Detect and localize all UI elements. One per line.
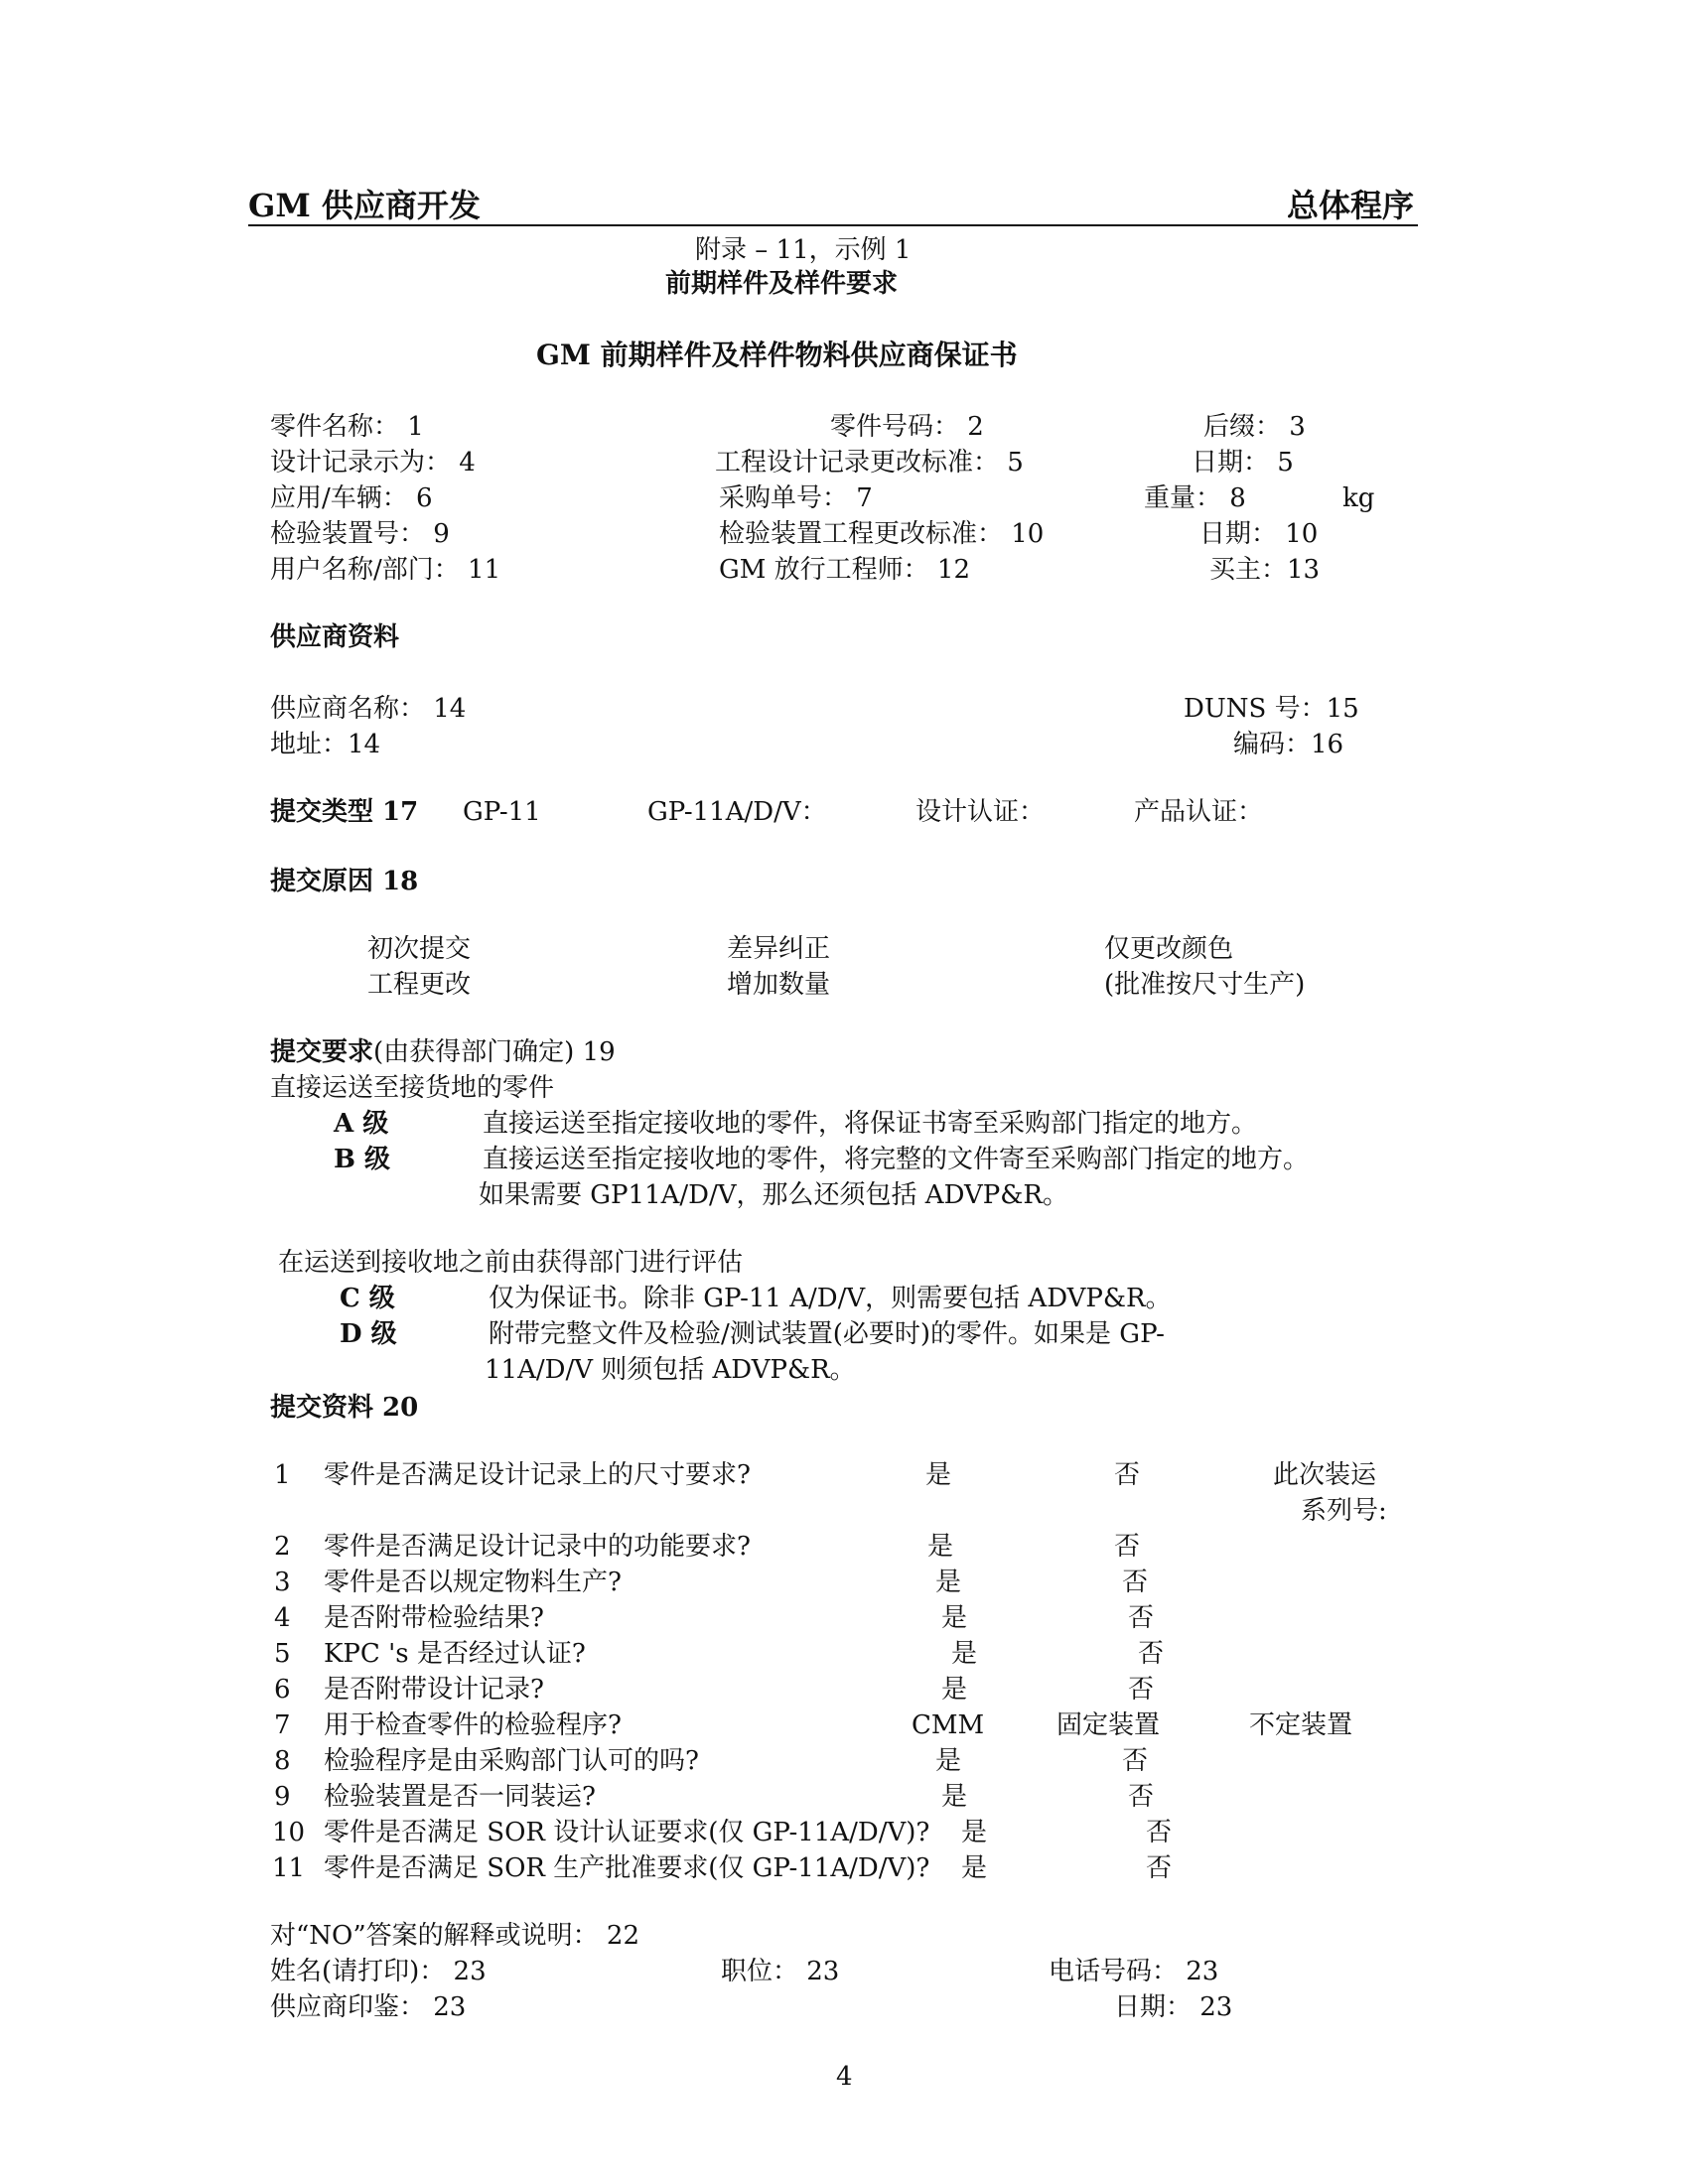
q1-no: 否 — [1114, 1460, 1141, 1490]
q1-text: 零件是否满足设计记录上的尺寸要求? — [324, 1460, 751, 1490]
q7-variable-fixture: 不定装置 — [1249, 1710, 1353, 1740]
date-field-2: 日期： 10 — [1199, 519, 1319, 549]
level-a-text: 直接运送至指定接收地的零件，将保证书寄至采购部门指定的地方。 — [483, 1109, 1258, 1139]
q9-number: 9 — [274, 1782, 291, 1812]
reason-color-only: 仅更改颜色 — [1104, 934, 1234, 964]
q1-shipment-label: 此次装运 — [1273, 1460, 1377, 1490]
design-record-field: 设计记录示为： 4 — [270, 448, 476, 478]
q5-no: 否 — [1138, 1639, 1165, 1669]
submission-data-label: 提交资料 20 — [270, 1393, 419, 1423]
q6-yes: 是 — [941, 1675, 968, 1705]
header-rule — [248, 224, 1418, 226]
q1-yes: 是 — [925, 1460, 952, 1490]
q11-number: 11 — [272, 1853, 306, 1883]
q11-yes: 是 — [961, 1853, 988, 1883]
q5-text: KPC 's 是否经过认证? — [324, 1639, 586, 1669]
q3-no: 否 — [1122, 1568, 1149, 1597]
pre-ship-heading: 在运送到接收地之前由获得部门进行评估 — [278, 1248, 744, 1278]
position-field: 职位： 23 — [721, 1957, 840, 1986]
q7-text: 用于检查零件的检验程序? — [324, 1710, 622, 1740]
q9-yes: 是 — [941, 1782, 968, 1812]
checking-aid-field: 检验装置号： 9 — [270, 519, 450, 549]
q3-number: 3 — [274, 1568, 291, 1597]
q9-text: 检验装置是否一同装运? — [324, 1782, 596, 1812]
q8-number: 8 — [274, 1746, 291, 1776]
po-number-field: 采购单号： 7 — [719, 483, 873, 513]
supplier-name-field: 供应商名称： 14 — [270, 694, 467, 724]
q10-number: 10 — [272, 1818, 306, 1847]
reason-initial: 初次提交 — [367, 934, 472, 964]
weight-field: 重量： 8 — [1144, 483, 1246, 513]
q5-number: 5 — [274, 1639, 291, 1669]
level-b-text-2: 如果需要 GP11A/D/V，那么还须包括 ADVP&R。 — [479, 1180, 1068, 1210]
part-number-field: 零件号码： 2 — [830, 412, 984, 442]
requirements-heading — [270, 1036, 616, 1068]
aid-change-level-field: 检验装置工程更改标准： 10 — [719, 519, 1045, 549]
q6-number: 6 — [274, 1675, 291, 1705]
q6-text: 是否附带设计记录? — [324, 1675, 544, 1705]
q1-number: 1 — [274, 1460, 291, 1490]
q4-number: 4 — [274, 1603, 291, 1633]
part-name-field: 零件名称： 1 — [270, 412, 424, 442]
weight-unit: kg — [1342, 483, 1375, 513]
page-number: 4 — [836, 2062, 853, 2092]
q8-text: 检验程序是由采购部门认可的吗? — [324, 1746, 699, 1776]
q10-no: 否 — [1146, 1818, 1173, 1847]
address-field: 地址：14 — [270, 730, 381, 759]
level-d-text-2: 11A/D/V 则须包括 ADVP&R。 — [485, 1355, 856, 1385]
direct-ship-heading: 直接运送至接货地的零件 — [270, 1073, 555, 1103]
q2-no: 否 — [1114, 1532, 1141, 1562]
q7-number: 7 — [274, 1710, 291, 1740]
level-b-text: 直接运送至指定接收地的零件，将完整的文件寄至采购部门指定的地方。 — [483, 1145, 1310, 1174]
requirements-label: 提交要求 — [270, 1037, 374, 1067]
q4-text: 是否附带检验结果? — [324, 1603, 544, 1633]
q2-text: 零件是否满足设计记录中的功能要求? — [324, 1532, 751, 1562]
q6-no: 否 — [1128, 1675, 1155, 1705]
eng-change-level-field: 工程设计记录更改标准： 5 — [715, 448, 1024, 478]
q7-fixed-fixture: 固定装置 — [1056, 1710, 1161, 1740]
application-field: 应用/车辆： 6 — [270, 483, 433, 513]
level-d-label: D 级 — [340, 1319, 397, 1349]
q9-no: 否 — [1128, 1782, 1155, 1812]
code-field: 编码：16 — [1233, 730, 1344, 759]
submission-type-gp11adv: GP-11A/D/V： — [647, 797, 827, 827]
q10-text: 零件是否满足 SOR 设计认证要求(仅 GP-11A/D/V)? — [324, 1818, 930, 1847]
q8-no: 否 — [1122, 1746, 1149, 1776]
date-field-1: 日期： 5 — [1192, 448, 1294, 478]
q1-serial-label: 系列号: — [1301, 1496, 1387, 1526]
submission-type-gp11: GP-11 — [463, 797, 541, 827]
reason-eng-change: 工程更改 — [367, 970, 472, 1000]
duns-field: DUNS 号：15 — [1184, 694, 1359, 724]
submission-type-label: 提交类型 17 — [270, 797, 419, 827]
supplier-heading: 供应商资料 — [270, 622, 400, 652]
reason-approval: (批准按尺寸生产) — [1104, 970, 1306, 1000]
level-c-label: C 级 — [340, 1284, 395, 1313]
q3-text: 零件是否以规定物料生产? — [324, 1568, 622, 1597]
q5-yes: 是 — [951, 1639, 978, 1669]
subtitle: 前期样件及样件要求 — [665, 269, 899, 299]
supplier-seal-field: 供应商印鉴： 23 — [270, 1992, 467, 2022]
appendix-label: 附录 – 11，示例 1 — [695, 235, 912, 265]
q8-yes: 是 — [935, 1746, 962, 1776]
header-right: 总体程序 — [1287, 187, 1415, 224]
level-b-label: B 级 — [334, 1145, 391, 1174]
suffix-field: 后缀： 3 — [1203, 412, 1306, 442]
level-c-text: 仅为保证书。除非 GP-11 A/D/V，则需要包括 ADVP&R。 — [489, 1284, 1172, 1313]
doc-title: GM 前期样件及样件物料供应商保证书 — [536, 339, 1018, 371]
submission-type-design: 设计认证： — [915, 797, 1046, 827]
level-d-text: 附带完整文件及检验/测试装置(必要时)的零件。如果是 GP- — [489, 1319, 1165, 1349]
q2-number: 2 — [274, 1532, 291, 1562]
submission-reason-label: 提交原因 18 — [270, 867, 419, 896]
q4-no: 否 — [1128, 1603, 1155, 1633]
gm-engineer-field: GM 放行工程师： 12 — [719, 555, 971, 585]
header-left: GM 供应商开发 — [248, 187, 481, 224]
reason-quantity: 增加数量 — [727, 970, 831, 1000]
q3-yes: 是 — [935, 1568, 962, 1597]
requirements-label-suffix: (由获得部门确定) 19 — [373, 1037, 616, 1067]
name-field: 姓名(请打印)： 23 — [270, 1957, 487, 1986]
phone-field: 电话号码： 23 — [1049, 1957, 1219, 1986]
level-a-label: A 级 — [334, 1109, 389, 1139]
q11-no: 否 — [1146, 1853, 1173, 1883]
customer-field: 用户名称/部门： 11 — [270, 555, 501, 585]
sign-date-field: 日期： 23 — [1114, 1992, 1233, 2022]
explanation-field: 对“NO”答案的解释或说明： 22 — [270, 1921, 639, 1951]
q2-yes: 是 — [927, 1532, 954, 1562]
buyer-field: 买主：13 — [1209, 555, 1321, 585]
reason-discrepancy: 差异纠正 — [727, 934, 831, 964]
submission-type-product: 产品认证： — [1134, 797, 1264, 827]
q7-cmm: CMM — [912, 1710, 985, 1740]
q11-text: 零件是否满足 SOR 生产批准要求(仅 GP-11A/D/V)? — [324, 1853, 930, 1883]
q4-yes: 是 — [941, 1603, 968, 1633]
q10-yes: 是 — [961, 1818, 988, 1847]
